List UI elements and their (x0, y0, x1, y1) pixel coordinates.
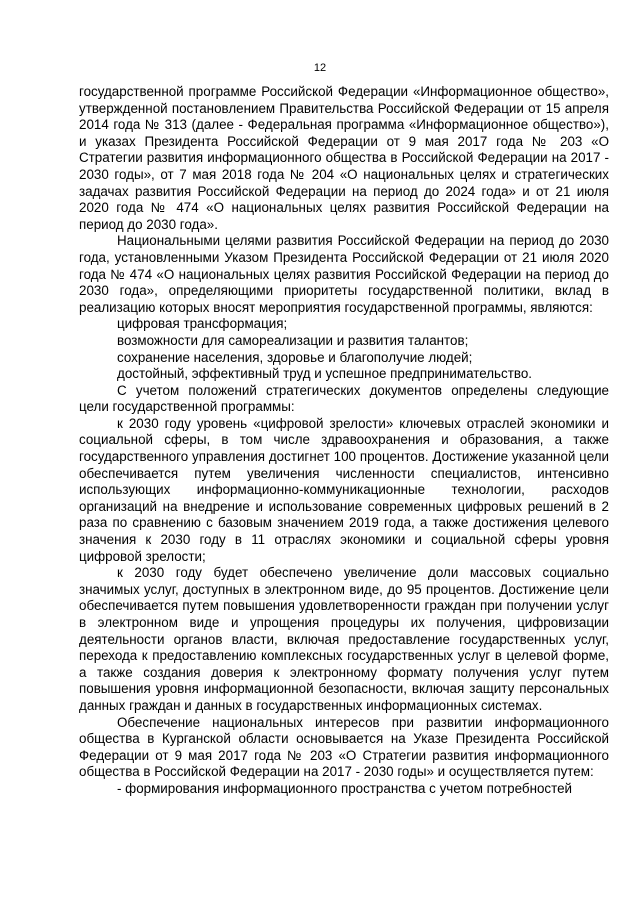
paragraph-national-goals: Национальными целями развития Российской Федерации на период до 2030 года, установленными Указом Президента Российской Федерации от 21 июля 2020 года № 474 «О национальных целях развития Российской Федерации на период до 2030 года», определяющими приоритеты государственной политики, вклад в реализацию которых вносят мероприятия государственной программы, являются: (79, 233, 609, 315)
paragraph-national-interests: Обеспечение национальных интересов при развитии информационного общества в Курганской области основывается на Указе Президента Российской Федерации от 9 мая 2017 года № 203 «О Стратегии развития информационного общества в Российской Федерации на 2017 - 2030 годы» и осуществляется путем: (79, 714, 609, 780)
list-item-goal: возможности для самореализации и развития талантов; (117, 332, 469, 348)
document-body (79, 84, 609, 798)
list-item-goal: сохранение населения, здоровье и благополучие людей; (117, 349, 473, 365)
page-number: 12 (313, 62, 327, 74)
paragraph-electronic-services-goal: к 2030 году будет обеспечено увеличение доли массовых социально значимых услуг, доступных в электронном виде, до 95 процентов. Достижение цели обеспечивается путем повышения удовлетворенности граждан при получении услуг в электронном виде и упрощения процедуры их получения, цифровизации деятельности органов власти, включая предоставление государственных услуг, перехода к предоставлению комплексных государственных услуг в целевой форме, а также создания доверия к электронному формату получения услуг путем повышения уровня информационной безопасности, включая защиту персональных данных граждан и данных в государственных информационных системах. (79, 565, 609, 713)
list-item-goal: цифровая трансформация; (117, 316, 288, 332)
paragraph-information-space: - формирования информационного пространства с учетом потребностей (117, 780, 573, 796)
paragraph-continuation: государственной программе Российской Федерации «Информационное общество», утвержденной постановлением Правительства Российской Федерации от 15 апреля 2014 года № 313 (далее - Федеральная программа «Информационное общество»), и указах Президента Российской Федерации от 9 мая 2017 года № 203 «О Стратегии развития информационного общества в Российской Федерации на 2017 - 2030 годы», от 7 мая 2018 года № 204 «О национальных целях и стратегических задачах развития Российской Федерации на период до 2024 года» и от 21 июля 2020 года № 474 «О национальных целях развития Российской Федерации на период до 2030 года». (79, 84, 609, 232)
paragraph-program-goals-intro: С учетом положений стратегических документов определены следующие цели государственной программы: (79, 382, 609, 415)
paragraph-digital-maturity-goal: к 2030 году уровень «цифровой зрелости» ключевых отраслей экономики и социальной сферы, в том числе здравоохранения и образования, а также государственного управления достигнет 100 процентов. Достижение указанной цели обеспечивается путем увеличения численности специалистов, интенсивно использующих информационно-коммуникационные технологии, расходов организаций на внедрение и использование современных цифровых решений в 2 раза по сравнению с базовым значением 2019 года, а также достижения целевого значения к 2030 году в 11 отраслях экономики и социальной сферы уровня цифровой зрелости; (79, 415, 609, 564)
list-item-goal: достойный, эффективный труд и успешное предпринимательство. (117, 366, 532, 382)
